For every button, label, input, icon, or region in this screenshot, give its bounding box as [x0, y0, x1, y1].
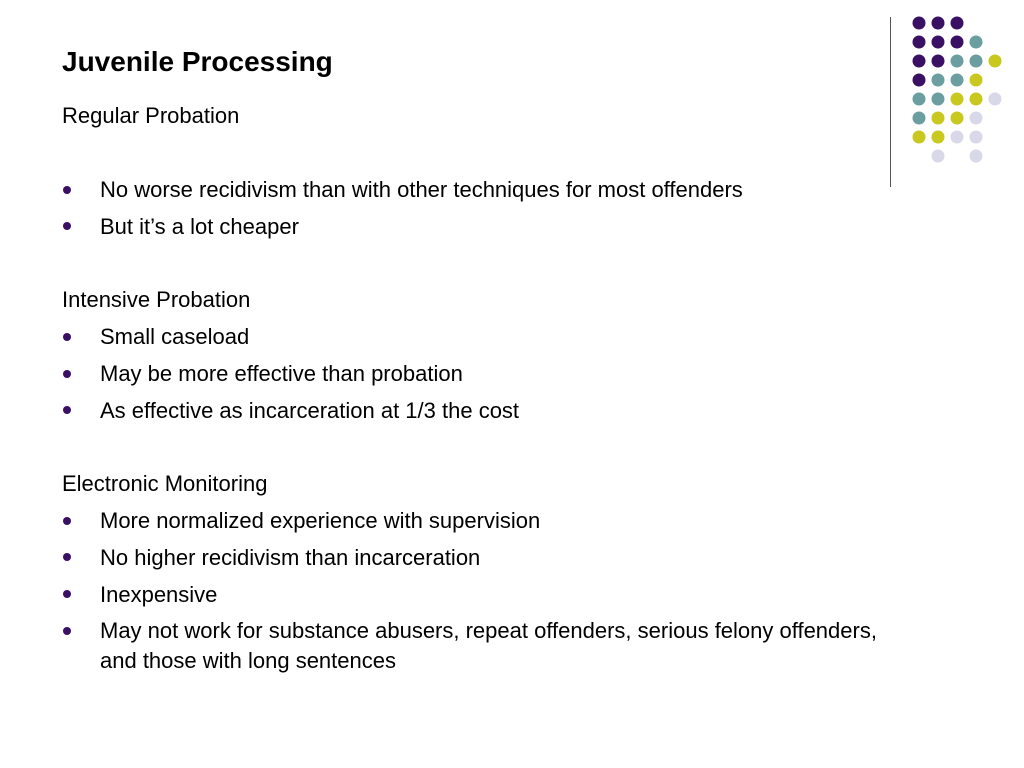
- bullet-dot-icon: [63, 590, 71, 598]
- decor-dot: [932, 93, 945, 106]
- spacer: [62, 135, 902, 172]
- decor-dot: [932, 17, 945, 30]
- decor-dot: [913, 74, 926, 87]
- decor-dot: [913, 55, 926, 68]
- bullet-text: More normalized experience with supervision: [100, 508, 541, 534]
- decor-dot: [989, 55, 1002, 68]
- decor-dot: [970, 55, 983, 68]
- bullet-item: [62, 319, 902, 356]
- spacer: [62, 429, 902, 466]
- decor-dot: [932, 112, 945, 125]
- bullet-item: [62, 613, 902, 680]
- decor-dot: [913, 131, 926, 144]
- bullet-item: [62, 392, 902, 429]
- bullet-text: As effective as incarceration at 1/3 the cost: [100, 397, 520, 423]
- bullet-text: May not work for substance abusers, repeat offenders, serious felony offenders, and those with long sentences: [100, 618, 877, 674]
- section-regular-probation: [62, 98, 902, 245]
- decor-dot: [970, 150, 983, 163]
- decor-dot: [970, 131, 983, 144]
- bullet-text: But it’s a lot cheaper: [100, 213, 299, 239]
- decor-dot: [970, 112, 983, 125]
- decor-dot: [932, 131, 945, 144]
- decor-dot: [932, 36, 945, 49]
- bullet-item: [62, 356, 902, 393]
- decor-dot: [913, 112, 926, 125]
- section-electronic-monitoring: [62, 466, 902, 680]
- decor-dot: [932, 55, 945, 68]
- decor-dot: [913, 93, 926, 106]
- decor-dot: [970, 93, 983, 106]
- bullet-item: [62, 576, 902, 613]
- section-intensive-probation: [62, 282, 902, 429]
- dot-grid-decoration: [900, 10, 1010, 170]
- bullet-text: Inexpensive: [100, 581, 218, 607]
- bullet-text: No higher recidivism than incarceration: [100, 544, 481, 570]
- decor-dot: [970, 36, 983, 49]
- decor-dot: [913, 36, 926, 49]
- decor-dot: [932, 150, 945, 163]
- decor-dot: [951, 112, 964, 125]
- decor-dot: [989, 93, 1002, 106]
- bullet-item: [62, 208, 902, 245]
- spacer: [62, 245, 902, 282]
- decor-dot: [913, 17, 926, 30]
- slide-body: [62, 98, 902, 680]
- bullet-dot-icon: [63, 406, 71, 414]
- decor-dot: [951, 36, 964, 49]
- bullet-dot-icon: [63, 627, 71, 635]
- decor-dot: [951, 55, 964, 68]
- bullet-item: [62, 172, 902, 209]
- bullet-dot-icon: [63, 553, 71, 561]
- decor-dot: [951, 17, 964, 30]
- bullet-text: May be more effective than probation: [100, 360, 463, 386]
- bullet-text: No worse recidivism than with other techniques for most offenders: [100, 176, 743, 202]
- decor-dot: [951, 74, 964, 87]
- slide-title: Juvenile Processing: [62, 46, 333, 77]
- decor-dot: [970, 74, 983, 87]
- bullet-dot-icon: [63, 517, 71, 525]
- section-heading: Intensive Probation: [62, 286, 251, 312]
- section-heading: Electronic Monitoring: [62, 470, 268, 496]
- decor-dot: [951, 93, 964, 106]
- bullet-dot-icon: [63, 222, 71, 230]
- bullet-item: [62, 539, 902, 576]
- bullet-text: Small caseload: [100, 324, 250, 350]
- section-heading: Regular Probation: [62, 103, 240, 128]
- bullet-item: [62, 503, 902, 540]
- decor-dot: [951, 131, 964, 144]
- decor-dot: [932, 74, 945, 87]
- bullet-dot-icon: [63, 333, 71, 341]
- bullet-dot-icon: [63, 370, 71, 378]
- bullet-dot-icon: [63, 186, 71, 194]
